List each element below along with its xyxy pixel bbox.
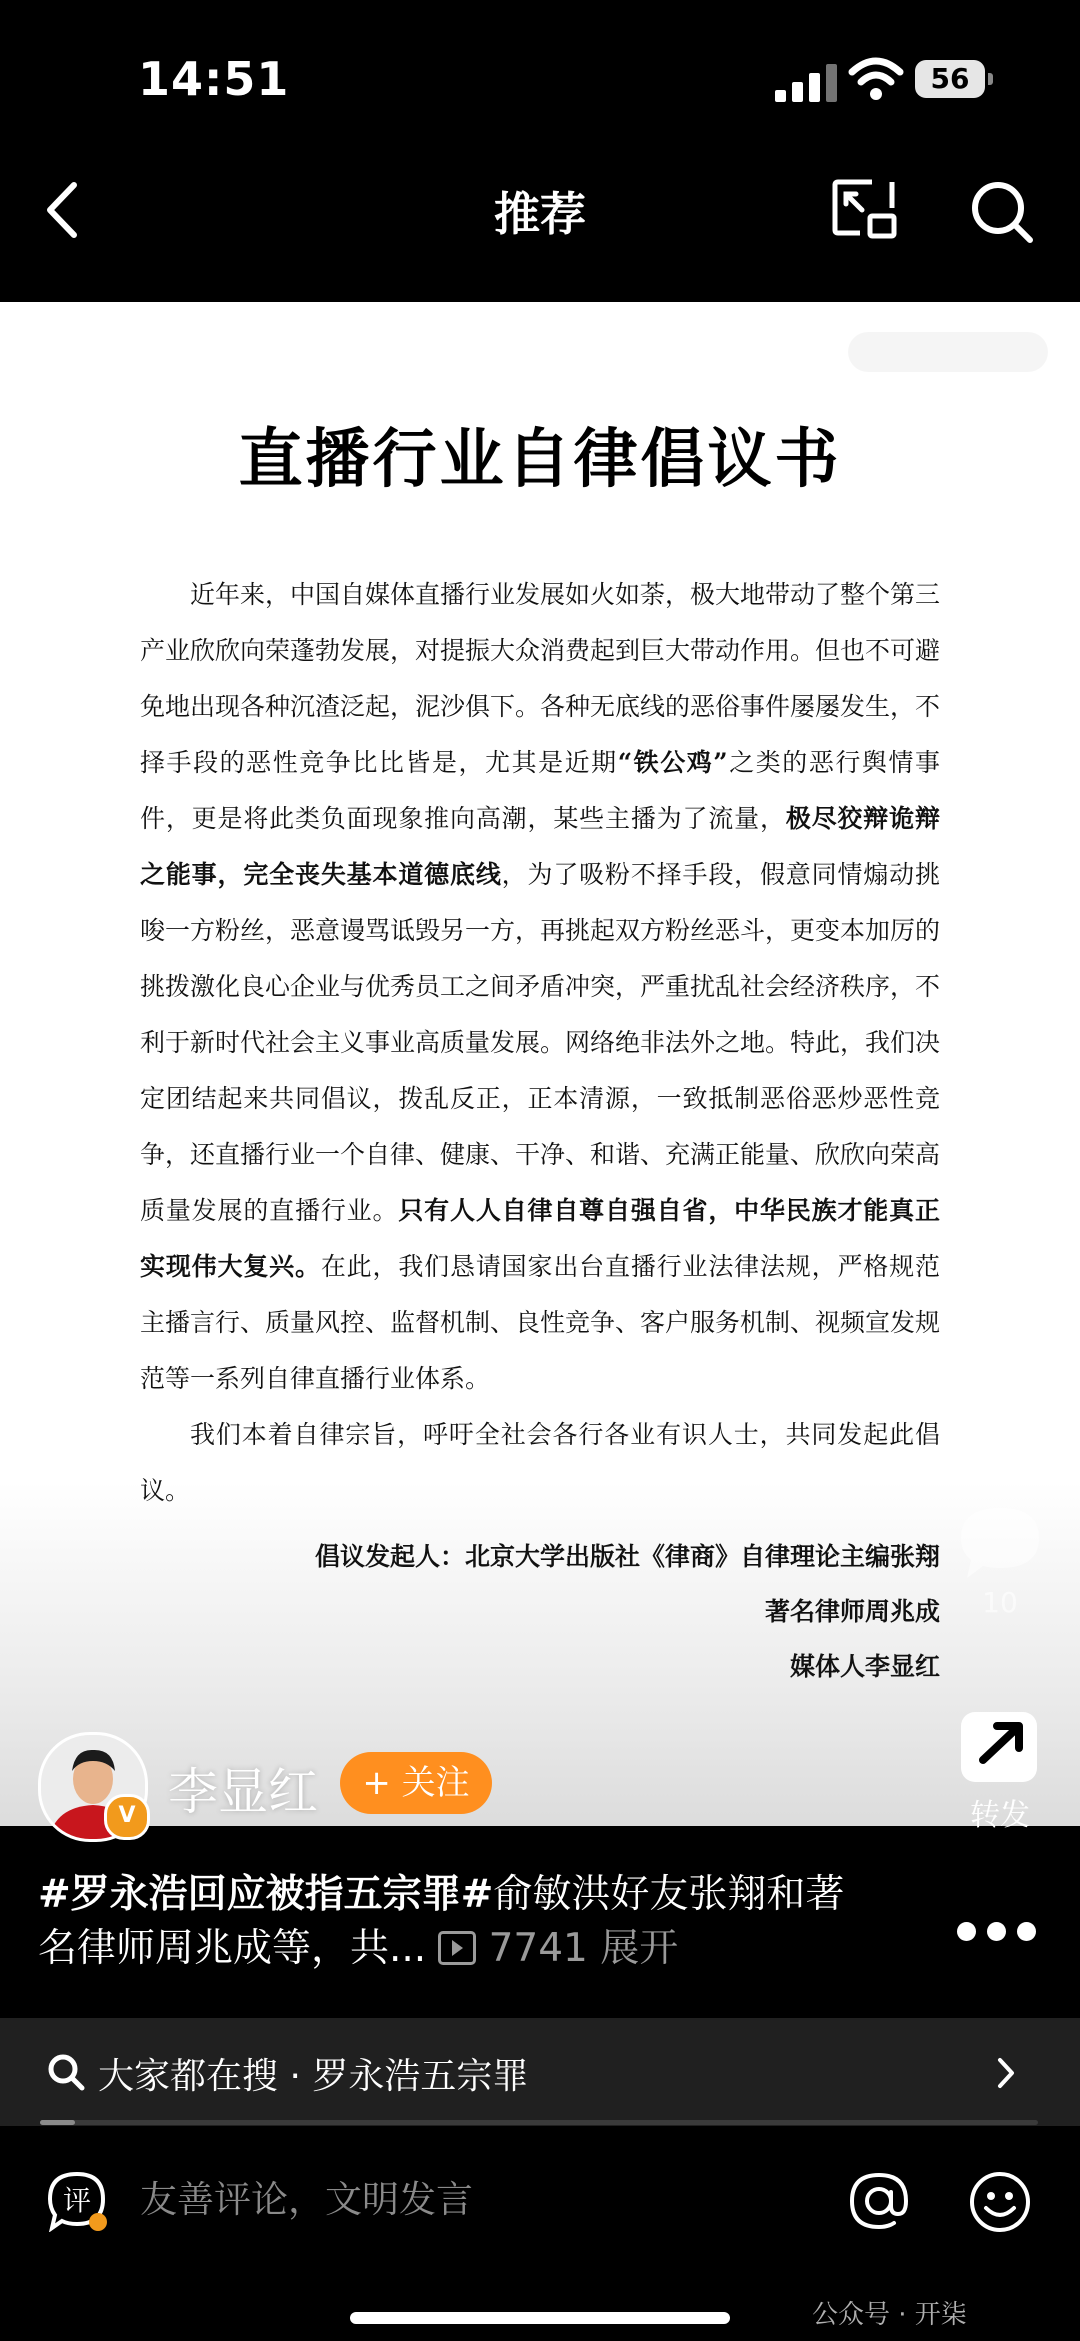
share-icon bbox=[957, 1706, 1043, 1786]
paragraph-segment: 近年来，中国自媒体直播行业发展如火如荼，极大地带动了整个第三产业欣欣向荣蓬勃发展，对提振大众消费起到巨大带动作用。但也不可避免地出现各种沉渣泛起，泥沙俱下。各种无底线的恶俗事件屡屡发生，不择手段的恶性竞争比比皆是，尤其是近期 bbox=[140, 580, 941, 777]
svg-text:评: 评 bbox=[62, 2184, 92, 2217]
more-options-icon[interactable] bbox=[957, 1922, 1037, 1942]
search-icon bbox=[46, 2052, 86, 2092]
search-icon[interactable] bbox=[968, 178, 1036, 246]
hot-search-bar[interactable] bbox=[0, 2018, 1080, 2126]
document-title: 直播行业自律倡议书 bbox=[238, 422, 842, 497]
author-row bbox=[38, 1732, 638, 1842]
emoji-icon[interactable] bbox=[968, 2170, 1032, 2234]
verified-badge: V bbox=[104, 1794, 150, 1840]
paragraph-segment: “铁公鸡” bbox=[617, 748, 728, 777]
comment-bar bbox=[0, 2126, 1080, 2341]
comment-input[interactable]: 友善评论，文明发言 bbox=[140, 2178, 473, 2221]
home-indicator[interactable] bbox=[350, 2312, 730, 2324]
image-watermark bbox=[848, 332, 1048, 372]
author-name[interactable]: 李显红 bbox=[168, 1763, 318, 1821]
expand-link[interactable]: 展开 bbox=[600, 1926, 679, 1971]
play-count-icon bbox=[438, 1931, 476, 1965]
paragraph-segment: 只有人人自律自尊自强自省，中华民族才能真正实现伟大复兴。 bbox=[140, 1196, 940, 1281]
post-caption[interactable] bbox=[38, 1868, 858, 1976]
post-image[interactable] bbox=[0, 302, 1080, 1826]
view-count: 7741 bbox=[488, 1926, 588, 1971]
share-label: 转发 bbox=[970, 1798, 1030, 1833]
wifi-icon bbox=[848, 56, 904, 102]
follow-button[interactable]: + 关注 bbox=[340, 1752, 492, 1814]
comment-count: 10 bbox=[982, 1586, 1018, 1619]
paragraph-segment: 极尽狡辩诡辩之能事，完全丧失基本道德底线 bbox=[140, 804, 940, 889]
cellular-signal-icon bbox=[775, 62, 839, 102]
document-body bbox=[140, 567, 940, 1519]
caption-hashtag[interactable]: #罗永浩回应被指五宗罪# bbox=[38, 1872, 494, 1917]
screen-projection-icon[interactable] bbox=[832, 178, 898, 240]
status-time: 14:51 bbox=[138, 52, 290, 106]
share-button[interactable] bbox=[940, 1706, 1060, 1834]
paragraph-segment: 在此，我们恳请国家出台直播行业法律法规，严格规范主播言行、质量风控、监督机制、良性竞争、客户服务机制、视频宣发规范等一系列自律直播行业体系。 bbox=[140, 1252, 941, 1393]
hot-search-text: 大家都在搜 · 罗永浩五宗罪 bbox=[98, 2056, 529, 2097]
video-progress-bar[interactable] bbox=[40, 2120, 1038, 2125]
signature-line: 倡议发起人：北京大学出版社《律商》自律理论主编张翔 bbox=[314, 1542, 940, 1571]
caption-text: 俞敏洪好友张翔和著名律师周兆成等，共... bbox=[38, 1872, 845, 1971]
status-bar bbox=[0, 0, 1080, 150]
like-button[interactable] bbox=[940, 1296, 1060, 1417]
wechat-watermark: 公众号 · 开柒 bbox=[812, 2300, 967, 2330]
chevron-right-icon bbox=[996, 2056, 1016, 2090]
battery-indicator: 56 bbox=[915, 60, 985, 98]
like-icon bbox=[955, 1296, 1045, 1380]
battery-tip bbox=[988, 73, 993, 85]
comment-button[interactable] bbox=[940, 1502, 1060, 1619]
signature-line: 著名律师周兆成 bbox=[764, 1597, 940, 1626]
document-signatures bbox=[315, 1529, 940, 1694]
document-paragraph-2: 我们本着自律宗旨，呼吁全社会各行各业有识人士，共同发起此倡议。 bbox=[140, 1420, 940, 1505]
page-title: 推荐 bbox=[494, 187, 586, 241]
comment-input-icon bbox=[46, 2170, 108, 2232]
progress-fill bbox=[40, 2120, 75, 2125]
mention-icon[interactable] bbox=[848, 2170, 910, 2232]
document-paragraph-1 bbox=[140, 567, 940, 1407]
signature-line: 媒体人李显红 bbox=[789, 1652, 940, 1681]
comment-icon bbox=[955, 1502, 1045, 1582]
paragraph-segment: 之类的恶行舆情事件，更是将此类负面现象推向高潮，某些主播为了流量， bbox=[140, 748, 940, 833]
paragraph-segment: ，为了吸粉不择手段，假意同情煽动挑唆一方粉丝，恶意谩骂诋毁另一方，再挑起双方粉丝恶斗，更变本加厉的挑拨激化良心企业与优秀员工之间矛盾冲突，严重扰乱社会经济秩序，不利于新时代社会主义事业高质量发展。网络绝非法外之地。特此，我们决定团结起来共同倡议，拨乱反正，正本清源，一致抵制恶俗恶炒恶性竞争，还直播行业一个自律、健康、干净、和谐、充满正能量、欣欣向荣高质量发展的直播行业。 bbox=[140, 860, 941, 1225]
like-count: 25 bbox=[982, 1384, 1018, 1417]
